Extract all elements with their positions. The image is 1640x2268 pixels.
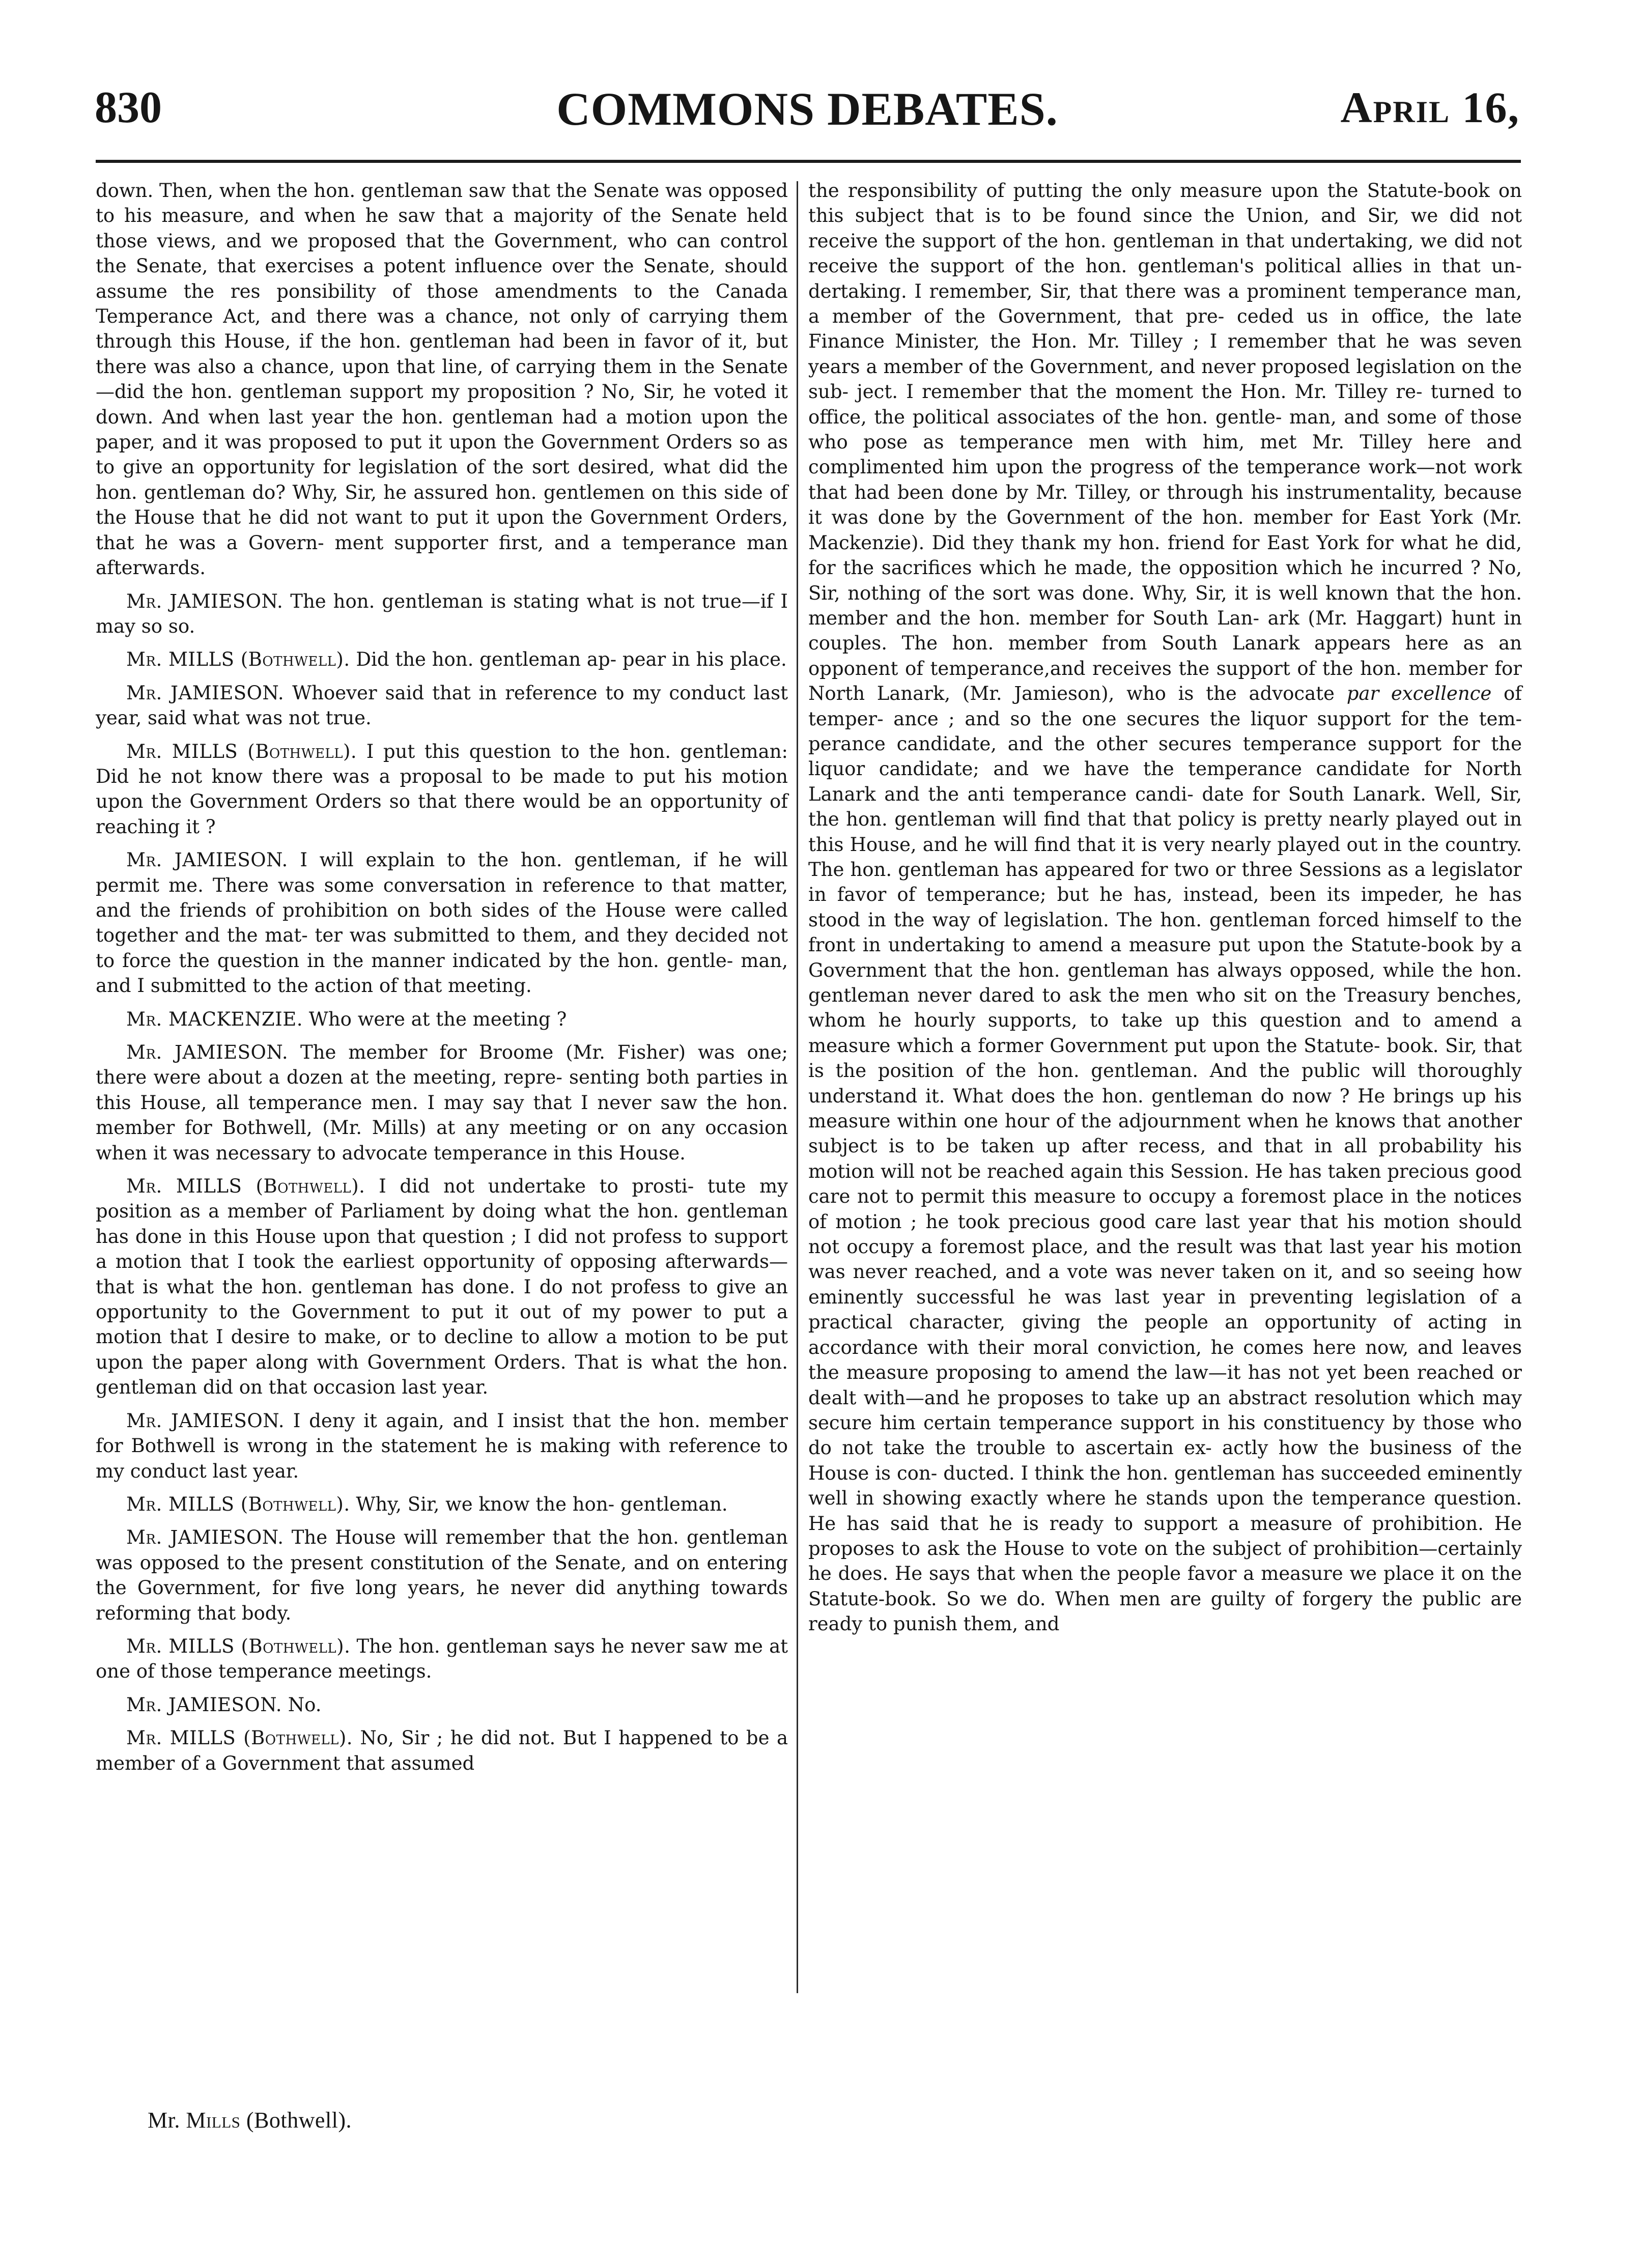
- paragraph: Mr. MILLS (Bothwell). The hon. gentleman says he never saw me at one of those temperance meetings.: [96, 1635, 788, 1683]
- paragraph: Mr. MACKENZIE. Who were at the meeting ?: [126, 1008, 567, 1030]
- paragraph: down. Then, when the hon. gentleman saw that the Senate was opposed to his measure, and when he saw that a majority of the Senate held those views, and we proposed that the Government, who can control the Senate, that exercises a potent influence over the Senate, should assume the res ponsibility of those amendments to the Canada Temperance Act, and there was a chance, not only of carrying them through this House, if the hon. gentleman had been in favor of it, but there was also a chance, upon that line, of carrying them in the Senate—did the hon. gentleman support my proposition ? No, Sir, he voted it down. And when last year the hon. gentleman had a motion upon the paper, and it was proposed to put it upon the Government Orders so as to give an opportunity for legislation of the sort desired, what did the hon. gentleman do? Why, Sir, he assured hon. gentlemen on this side of the House that he did not want to put it upon the Government Orders, that he was a Govern- ment supporter first, and a temperance man afterwards.: [96, 180, 788, 579]
- header-date: April 16,: [1340, 83, 1520, 132]
- speaker-name: Mr. JAMIESON.: [126, 590, 284, 612]
- speaker-name: Mr. MILLS (Bothwell).: [126, 1635, 351, 1657]
- paragraph: Mr. JAMIESON. Whoever said that in reference to my conduct last year, said what was not true.: [96, 682, 788, 729]
- paragraph: the responsibility of putting the only measure upon the Statute-book on this subject that is to be found since the Union, and Sir, we did not receive the support of the hon. gentleman in that undertaking, we did not receive the support of the hon. gentleman's political allies in that un- dertaking. I remember, Sir, that there was a prominent temperance man, a member of the Government, that pre- ceded us in office, the late Finance Minister, the Hon. Mr. Tilley ; I remember that he was seven years a member of the Government, and never proposed legislation on the sub- ject. I remember that the moment the Hon. Mr. Tilley re- turned to office, the political associates of the hon. gentle- man, and some of those who pose as temperance men with him, met Mr. Tilley here and complimented him upon the progress of the temperance work—not work that had been done by Mr. Tilley, or through his instrumentality, because it was done by the Government of the hon. member for East York (Mr. Mackenzie). Did they thank my hon. friend for East York for what he did, for the sacrifices which he made, the opposition which he incurred ? No, Sir, nothing of the sort was done. Why, Sir, it is well known that the hon. member and the hon. member for South Lan- ark (Mr. Haggart) hunt in couples. The hon. member from South Lanark appears here as an opponent of temperance,and receives the support of the hon. member for North Lanark, (Mr. Jamieson), who is the advocate par excellence of temper- ance ; and so the one secures the liquor support for the tem- perance candidate, and the other secures temperance support for the liquor candidate; and we have the temperance candidate for North Lanark and the anti temperance candi- date for South Lanark. Well, Sir, the hon. gentleman will find that that policy is pretty nearly played out in this House, and he will find that it is very nearly played out in the country. The hon. gentleman has appeared for two or three Sessions as a legislator in favor of temperance; but he has, instead, been its impeder, he has stood in the way of legislation. The hon. gentleman forced himself to the front in undertaking to amend a measure put upon the Statute-book by a Government that the hon. gentleman has always opposed, while the hon. gentleman never dared to ask the men who sit on the Treasury benches, whom he hourly supports, to take up this question and to amend a measure which a former Government put upon the Statute- book. Sir, that is the position of the hon. gentleman. And the public will thoroughly understand it. What does the hon. gentleman do now ? He brings up his measure within one hour of the adjournment when he knows that another subject is to be taken up after recess, and that in all probability his motion will not be reached again this Session. He has taken precious good care not to permit this measure to occupy a foremost place in the notices of motion ; he took precious good care last year that his motion should not occupy a foremost place, and the result was that last year his motion was never reached, and a vote was never taken on it, and so seeing how eminently successful he was last year in preventing legislation of a practical character, giving the people an opportunity of acting in accordance with their moral conviction, he comes here now, and leaves the measure proposing to amend the law—it has not yet been reached or dealt with—and he proposes to take up an abstract resolution which may secure him certain temperance support in his constituency by those who do not take the trouble to ascertain ex- actly how the business of the House is con- ducted. I think the hon. gentleman has succeeded eminently well in showing exactly where he stands upon the temperance question. He has said that he is ready to support a measure of prohibition. He proposes to ask the House to vote on the subject of prohibition—certainly he does. He says that when the people favor a measure we place it on the Statute-book. So we do. When men are guilty of forgery the public are ready to punish them, and: [808, 180, 1522, 1635]
- speaker-name: Mr. JAMIESON.: [126, 849, 288, 871]
- page-number: 830: [95, 83, 162, 132]
- speaker-name: Mr. JAMIESON.: [126, 1693, 282, 1716]
- publication-title: COMMONS DEBATES.: [556, 83, 1058, 135]
- speaker-name: Mr. MILLS (Bothwell).: [126, 648, 350, 671]
- paragraph: Mr. JAMIESON. No.: [126, 1693, 322, 1716]
- paragraph: Mr. JAMIESON. I deny it again, and I insist that the hon. member for Bothwell is wrong in the statement he is making with reference to my conduct last year.: [96, 1409, 788, 1482]
- speaker-name: Mr. JAMIESON.: [126, 1409, 285, 1432]
- page-footer: Mr. Mills (Bothwell).: [148, 2108, 352, 2133]
- speaker-name: Mr. MILLS (Bothwell).: [126, 740, 357, 762]
- speaker-name: Mr. MILLS (Bothwell).: [126, 1727, 353, 1749]
- header-rule: [96, 160, 1521, 163]
- left-column: [96, 178, 788, 1784]
- speaker-name: Mr. JAMIESON.: [126, 682, 285, 704]
- paragraph: Mr. JAMIESON. I will explain to the hon. gentleman, if he will permit me. There was some conversation in reference to that matter, and the friends of prohibition on both sides of the House were called together and the mat- ter was submitted to them, and they decided not to force the question in the manner indicated by the hon. gentle- man, and I submitted to the action of that meeting.: [96, 849, 788, 997]
- paragraph: Mr. MILLS (Bothwell). No, Sir ; he did not. But I happened to be a member of a Government that assumed: [96, 1727, 788, 1774]
- paragraph: Mr. MILLS (Bothwell). I did not undertake to prosti- tute my position as a member of Parliament by doing what the hon. gentleman has done in this House upon that question ; I did not profess to support a motion that I took the earliest opportunity of opposing afterwards—that is what the hon. gentleman has done. I do not profess to give an opportunity to the Government to put it out of my power to put a motion that I desire to make, or to decline to allow a motion to be put upon the paper along with Government Orders. That is what the hon. gentleman did on that occasion last year.: [96, 1175, 788, 1399]
- speaker-name: Mr. MILLS (Bothwell).: [126, 1175, 365, 1198]
- speaker-name: Mr. MILLS (Bothwell).: [126, 1493, 350, 1515]
- paragraph: Mr. MILLS (Bothwell). Why, Sir, we know the hon- gentleman.: [126, 1493, 728, 1515]
- paragraph: Mr. JAMIESON. The member for Broome (Mr. Fisher) was one; there were about a dozen at the meeting, repre- senting both parties in this House, all temperance men. I may say that I never saw the hon. member for Bothwell, (Mr. Mills) at any meeting or on any occasion when it was necessary to advocate temperance in this House.: [96, 1041, 788, 1164]
- column-divider: [797, 181, 798, 1993]
- paragraph: Mr. JAMIESON. The hon. gentleman is stating what is not true—if I may so so.: [96, 590, 788, 637]
- paragraph: Mr. JAMIESON. The House will remember that the hon. gentleman was opposed to the present constitution of the Senate, and on entering the Government, for five long years, he never did anything towards reforming that body.: [96, 1526, 788, 1624]
- speaker-name: Mr. JAMIESON.: [126, 1526, 284, 1549]
- speaker-name: Mr. MACKENZIE.: [126, 1008, 303, 1030]
- italic-phrase: par excellence: [1346, 683, 1492, 705]
- speaker-name: Mr. JAMIESON.: [126, 1041, 289, 1063]
- right-column: [808, 178, 1522, 1645]
- page-header: [95, 83, 1520, 157]
- paragraph: Mr. MILLS (Bothwell). I put this question to the hon. gentleman: Did he not know there was a proposal to be made to put his motion upon the Government Orders so that there would be an opportunity of reaching it ?: [96, 740, 788, 838]
- paragraph: Mr. MILLS (Bothwell). Did the hon. gentleman ap- pear in his place.: [126, 648, 787, 671]
